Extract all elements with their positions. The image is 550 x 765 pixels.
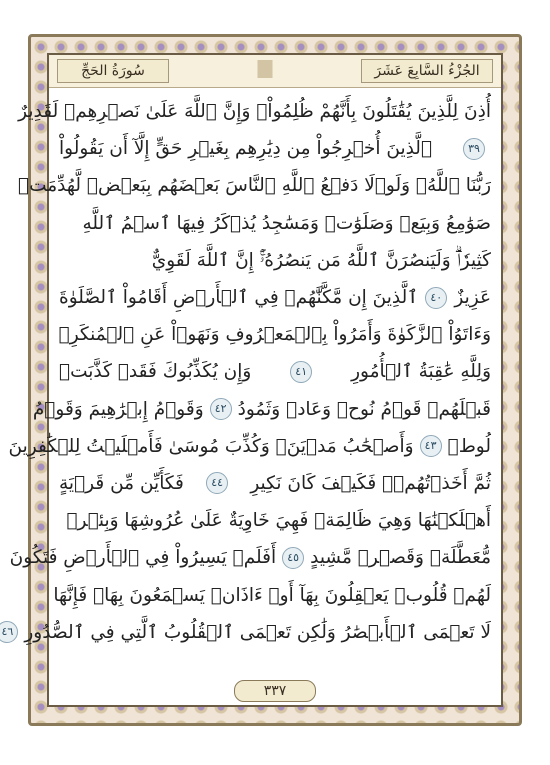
- verse-number-marker: ٣٩: [463, 138, 485, 160]
- verse-text: ٱلَّذِينَ إِن مَّكَّنَّٰهُمۡ فِي ٱلۡأَرۡضِ أَقَامُواْ ٱلصَّلَوٰةَ: [59, 287, 419, 309]
- text-line: [59, 130, 491, 167]
- ornamental-border: [1, 34, 522, 726]
- verse-number-marker: ٤٣: [420, 435, 442, 457]
- text-line: [59, 279, 491, 316]
- text-line: [59, 502, 491, 539]
- text-line: [32, 391, 491, 428]
- verse-text: عَزِيزٌ: [454, 287, 491, 309]
- verse-text: ثُمَّ أَخَذۡتُهُمۡۖ فَكَيۡفَ كَانَ نَكِيرِ: [250, 472, 491, 494]
- verse-text: صَوَٰمِعُ وَبِيَعٞ وَصَلَوَٰتٞ وَمَسَٰجِدُ يُذۡكَرُ فِيهَا ٱسۡمُ ٱللَّهِ: [82, 212, 491, 234]
- verse-text: لَا تَعۡمَى ٱلۡأَبۡصَٰرُ وَلَٰكِن تَعۡمَى ٱلۡقُلُوبُ ٱلَّتِي فِي ٱلصُّدُورِ: [24, 621, 491, 643]
- verse-number-marker: ٤٦: [0, 621, 18, 643]
- verse-text: وَأَصۡحَٰبُ مَدۡيَنَۖ وَكُذِّبَ مُوسَىٰ فَأَمۡلَيۡتُ لِلۡكَٰفِرِينَ: [8, 435, 414, 457]
- verse-text: قَبۡلَهُمۡ قَوۡمُ نُوحٖ وَعَادٞ وَثَمُودُ: [237, 398, 491, 420]
- text-line: [59, 242, 491, 279]
- surah-name: سُورَةُ الحَجِّ: [57, 59, 169, 83]
- verse-text: أَهۡلَكۡنَٰهَا وَهِيَ ظَالِمَةٞ فَهِيَ خَاوِيَةٌ عَلَىٰ عُرُوشِهَا وَبِئۡرٖ: [66, 510, 491, 532]
- verse-text: أُذِنَ لِلَّذِينَ يُقَٰتَلُونَ بِأَنَّهُمْ ظُلِمُواْۚ وَإِنَّ ٱللَّهَ عَلَىٰ نَصۡرِهِمۡ لَقَدِيرٌ: [18, 101, 491, 123]
- text-line: [18, 93, 491, 130]
- verse-text: لَهُمۡ قُلُوبٞ يَعۡقِلُونَ بِهَآ أَوۡ ءَاذَانٞ يَسۡمَعُونَ بِهَاۖ فَإِنَّهَا: [53, 584, 491, 606]
- verse-number-marker: ٤٢: [210, 398, 232, 420]
- page-header: [49, 55, 501, 88]
- text-line: [1, 614, 491, 651]
- verse-text: كَثِيرٗاۗ وَلَيَنصُرَنَّ ٱللَّهُ مَن يَنصُرُهُۥٓۚ إِنَّ ٱللَّهَ لَقَوِيٌّ: [151, 249, 491, 271]
- verse-text: وَقَوۡمُ إِبۡرَٰهِيمَ وَقَوۡمُ: [32, 398, 204, 420]
- verse-text: مُّعَطَّلَةٖ وَقَصۡرٖ مَّشِيدٍ: [310, 547, 491, 569]
- text-line: [59, 316, 491, 353]
- verse-number-marker: ٤٥: [282, 547, 304, 569]
- verse-number-marker: ٤١: [290, 361, 312, 383]
- verse-text: فَكَأَيِّن مِّن قَرۡيَةٍ: [59, 472, 184, 494]
- page-content: [1, 53, 503, 707]
- header-ornament: [189, 60, 341, 78]
- text-line: [59, 465, 491, 502]
- text-line: [18, 167, 491, 204]
- verse-text: ٱلَّذِينَ أُخۡرِجُواْ مِن دِيَٰرِهِم بِغَيۡرِ حَقٍّ إِلَّآ أَن يَقُولُواْ: [59, 138, 433, 160]
- verse-text: أَفَلَمۡ يَسِيرُواْ فِي ٱلۡأَرۡضِ فَتَكُونَ: [9, 547, 277, 569]
- juz-label: الجُزْءُ السَّابِعَ عَشَرَ: [361, 59, 493, 83]
- verse-number-marker: ٤٠: [425, 287, 447, 309]
- verse-text: وَءَاتَوُاْ ٱلزَّكَوٰةَ وَأَمَرُواْ بِٱلۡمَعۡرُوفِ وَنَهَوۡاْ عَنِ ٱلۡمُنكَرِۗ: [58, 324, 491, 346]
- text-line: [59, 353, 491, 390]
- verse-text: وَإِن يُكَذِّبُوكَ فَقَدۡ كَذَّبَتۡ: [59, 361, 252, 383]
- page-footer: [49, 677, 501, 705]
- text-line: [8, 428, 491, 465]
- page-number: ٣٣٧: [234, 680, 316, 702]
- verse-text: رَبُّنَا ٱللَّهُۗ وَلَوۡلَا دَفۡعُ ٱللَّهِ ٱلنَّاسَ بَعۡضَهُم بِبَعۡضٖ لَّهُدِّمَتۡ: [18, 175, 491, 197]
- text-lines: [1, 93, 491, 673]
- verse-text: لُوطٖ: [447, 435, 491, 457]
- text-line: [53, 576, 491, 613]
- verse-text: وَلِلَّهِ عَٰقِبَةُ ٱلۡأُمُورِ: [351, 361, 491, 383]
- text-line: [9, 539, 491, 576]
- verse-number-marker: ٤٤: [206, 472, 228, 494]
- text-line: [59, 205, 491, 242]
